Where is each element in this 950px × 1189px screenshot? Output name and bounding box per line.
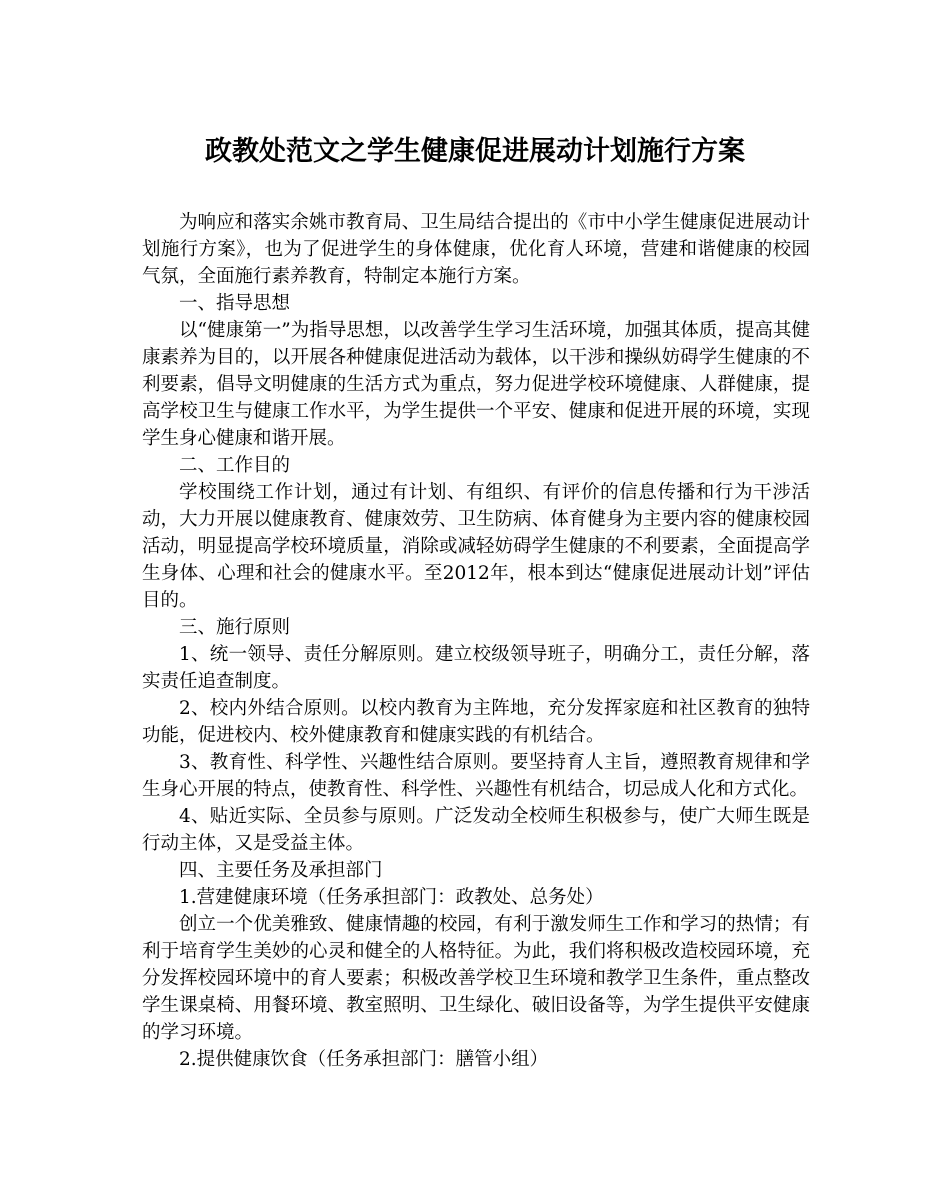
principle-item: 2、校内外结合原则。以校内教育为主阵地，充分发挥家庭和社区教育的独特功能，促进校内、校外健康教育和健康实践的有机结合。 xyxy=(142,698,810,746)
document-body xyxy=(142,209,810,1073)
section-heading-work-goals: 二、工作目的 xyxy=(179,455,291,476)
section-heading-guiding-ideology: 一、指导思想 xyxy=(179,293,291,314)
principle-item: 4、贴近实际、全员参与原则。广泛发动全校师生积极参与，使广大师生既是行动主体，又是受益主体。 xyxy=(142,806,810,854)
intro-paragraph: 为响应和落实余姚市教育局、卫生局结合提出的《市中小学生健康促进展动计划施行方案》，也为了促进学生的身体健康，优化育人环境，营建和谐健康的校园气氛，全面施行素养教育，特制定本施行方案。 xyxy=(142,212,810,287)
task-heading: 2.提供健康饮食（任务承担部门：膳管小组） xyxy=(179,1049,549,1070)
body-paragraph: 创立一个优美雅致、健康情趣的校园，有利于激发师生工作和学习的热情；有利于培育学生美妙的心灵和健全的人格特征。为此，我们将积极改造校园环境，充分发挥校园环境中的育人要素；积极改善学校卫生环境和教学卫生条件，重点整改学生课桌椅、用餐环境、教室照明、卫生绿化、破旧设备等，为学生提供平安健康的学习环境。 xyxy=(142,914,810,1043)
principle-item: 1、统一领导、责任分解原则。建立校级领导班子，明确分工，责任分解，落实责任追查制度。 xyxy=(142,644,810,692)
section-heading-main-tasks: 四、主要任务及承担部门 xyxy=(179,860,383,881)
body-paragraph: 学校围绕工作计划，通过有计划、有组织、有评价的信息传播和行为干涉活动，大力开展以健康教育、健康效劳、卫生防病、体育健身为主要内容的健康校园活动，明显提高学校环境质量，消除或减轻妨碍学生健康的不利要素，全面提高学生身体、心理和社会的健康水平。至2012年，根本到达“健康促进展动计划”评估目的。 xyxy=(142,482,810,611)
document-title: 政教处范文之学生健康促进展动计划施行方案 xyxy=(205,136,745,167)
section-heading-principles: 三、施行原则 xyxy=(179,617,291,638)
task-heading: 1.营建健康环境（任务承担部门：政教处、总务处） xyxy=(179,887,604,908)
principle-item: 3、教育性、科学性、兴趣性结合原则。要坚持育人主旨，遵照教育规律和学生身心开展的特点，使教育性、科学性、兴趣性有机结合，切忌成人化和方式化。 xyxy=(142,752,810,800)
body-paragraph: 以“健康第一”为指导思想，以改善学生学习生活环境，加强其体质，提高其健康素养为目的，以开展各种健康促进活动为载体，以干涉和操纵妨碍学生健康的不利要素，倡导文明健康的生活方式为重点，努力促进学校环境健康、人群健康，提高学校卫生与健康工作水平，为学生提供一个平安、健康和促进开展的环境，实现学生身心健康和谐开展。 xyxy=(142,320,810,449)
